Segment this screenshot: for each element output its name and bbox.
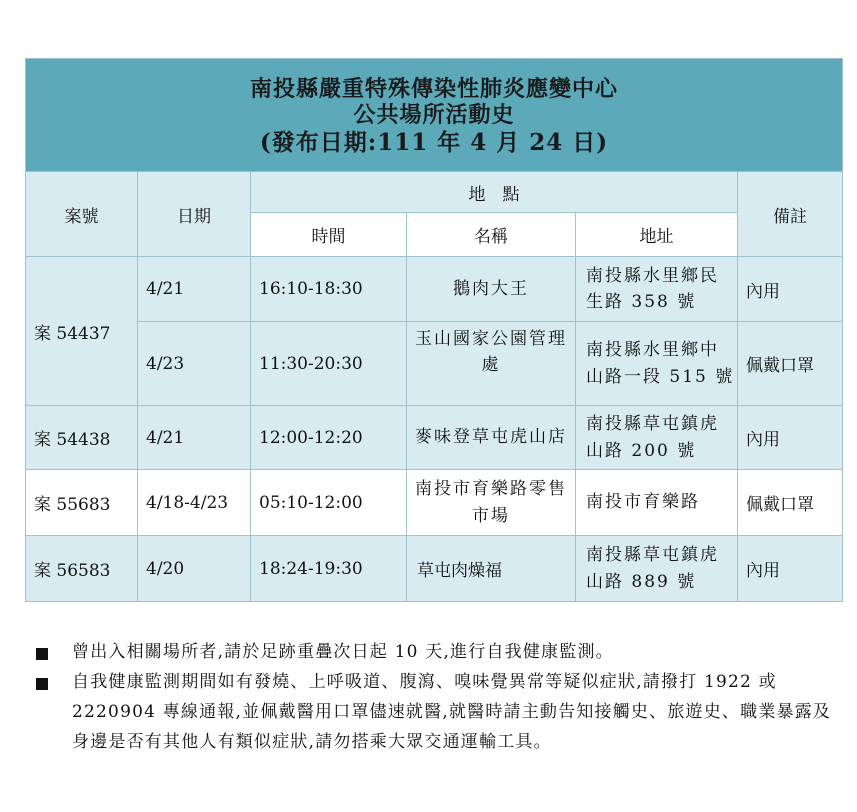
table-title	[26, 59, 843, 172]
row-time: 11:30-20:30	[251, 322, 407, 406]
row-name: 南投市育樂路零售市場	[407, 470, 576, 536]
header-time: 時間	[251, 213, 407, 257]
row-name: 鵝肉大王	[407, 257, 576, 322]
row-name: 麥味登草屯虎山店	[407, 406, 576, 470]
row-remark: 內用	[738, 406, 843, 470]
row-time: 12:00-12:20	[251, 406, 407, 470]
row-date: 4/20	[138, 536, 251, 602]
table-row	[26, 406, 843, 470]
title-line-3: (發布日期:111 年 4 月 24 日)	[259, 129, 609, 157]
title-line-1: 南投縣嚴重特殊傳染性肺炎應變中心	[250, 76, 619, 103]
title-line-2: 公共場所活動史	[353, 102, 515, 129]
note-item	[36, 668, 836, 758]
square-bullet-icon	[36, 648, 48, 660]
note-text: 曾出入相關場所者,請於足跡重疊次日起 10 天,進行自我健康監測。	[72, 642, 614, 662]
activity-history-table-container	[25, 58, 842, 602]
row-date: 4/21	[138, 406, 251, 470]
header-location: 地 點	[251, 172, 738, 213]
table-row	[26, 322, 843, 406]
row-address: 南投縣水里鄉中山路一段 515 號	[576, 322, 738, 406]
header-remark: 備註	[738, 172, 843, 257]
row-address: 南投市育樂路	[576, 470, 738, 536]
row-address: 南投縣草屯鎮虎山路 889 號	[576, 536, 738, 602]
header-name: 名稱	[407, 213, 576, 257]
row-date: 4/23	[138, 322, 251, 406]
row-remark: 佩戴口罩	[738, 470, 843, 536]
row-case: 案 56583	[26, 536, 138, 602]
row-time: 16:10-18:30	[251, 257, 407, 322]
row-address: 南投縣水里鄉民生路 358 號	[576, 257, 738, 322]
row-time: 05:10-12:00	[251, 470, 407, 536]
row-remark: 內用	[738, 536, 843, 602]
row-name: 草屯肉燥福	[407, 536, 576, 602]
header-case: 案號	[26, 172, 138, 257]
header-address: 地址	[576, 213, 738, 257]
row-case: 案 55683	[26, 470, 138, 536]
square-bullet-icon	[36, 678, 48, 690]
activity-history-table	[25, 58, 843, 602]
row-date: 4/21	[138, 257, 251, 322]
note-item	[36, 638, 836, 668]
header-date: 日期	[138, 172, 251, 257]
table-row	[26, 257, 843, 322]
row-case: 案 54438	[26, 406, 138, 470]
row-time: 18:24-19:30	[251, 536, 407, 602]
row-remark: 佩戴口罩	[738, 322, 843, 406]
row-case: 案 54437	[26, 257, 138, 406]
row-name: 玉山國家公園管理處	[407, 322, 576, 406]
table-row	[26, 470, 843, 536]
note-text: 自我健康監測期間如有發燒、上呼吸道、腹瀉、嗅味覺異常等疑似症狀,請撥打 1922 或 2220904 專線通報,並佩戴醫用口罩儘速就醫,就醫時請主動告知接觸史、旅遊史、職業暴露及身邊是否有其他人有類似症狀,請勿搭乘大眾交通運輸工具。	[72, 671, 832, 752]
row-remark: 內用	[738, 257, 843, 322]
row-address: 南投縣草屯鎮虎山路 200 號	[576, 406, 738, 470]
notes-list	[36, 638, 836, 758]
row-date: 4/18-4/23	[138, 470, 251, 536]
table-row	[26, 536, 843, 602]
